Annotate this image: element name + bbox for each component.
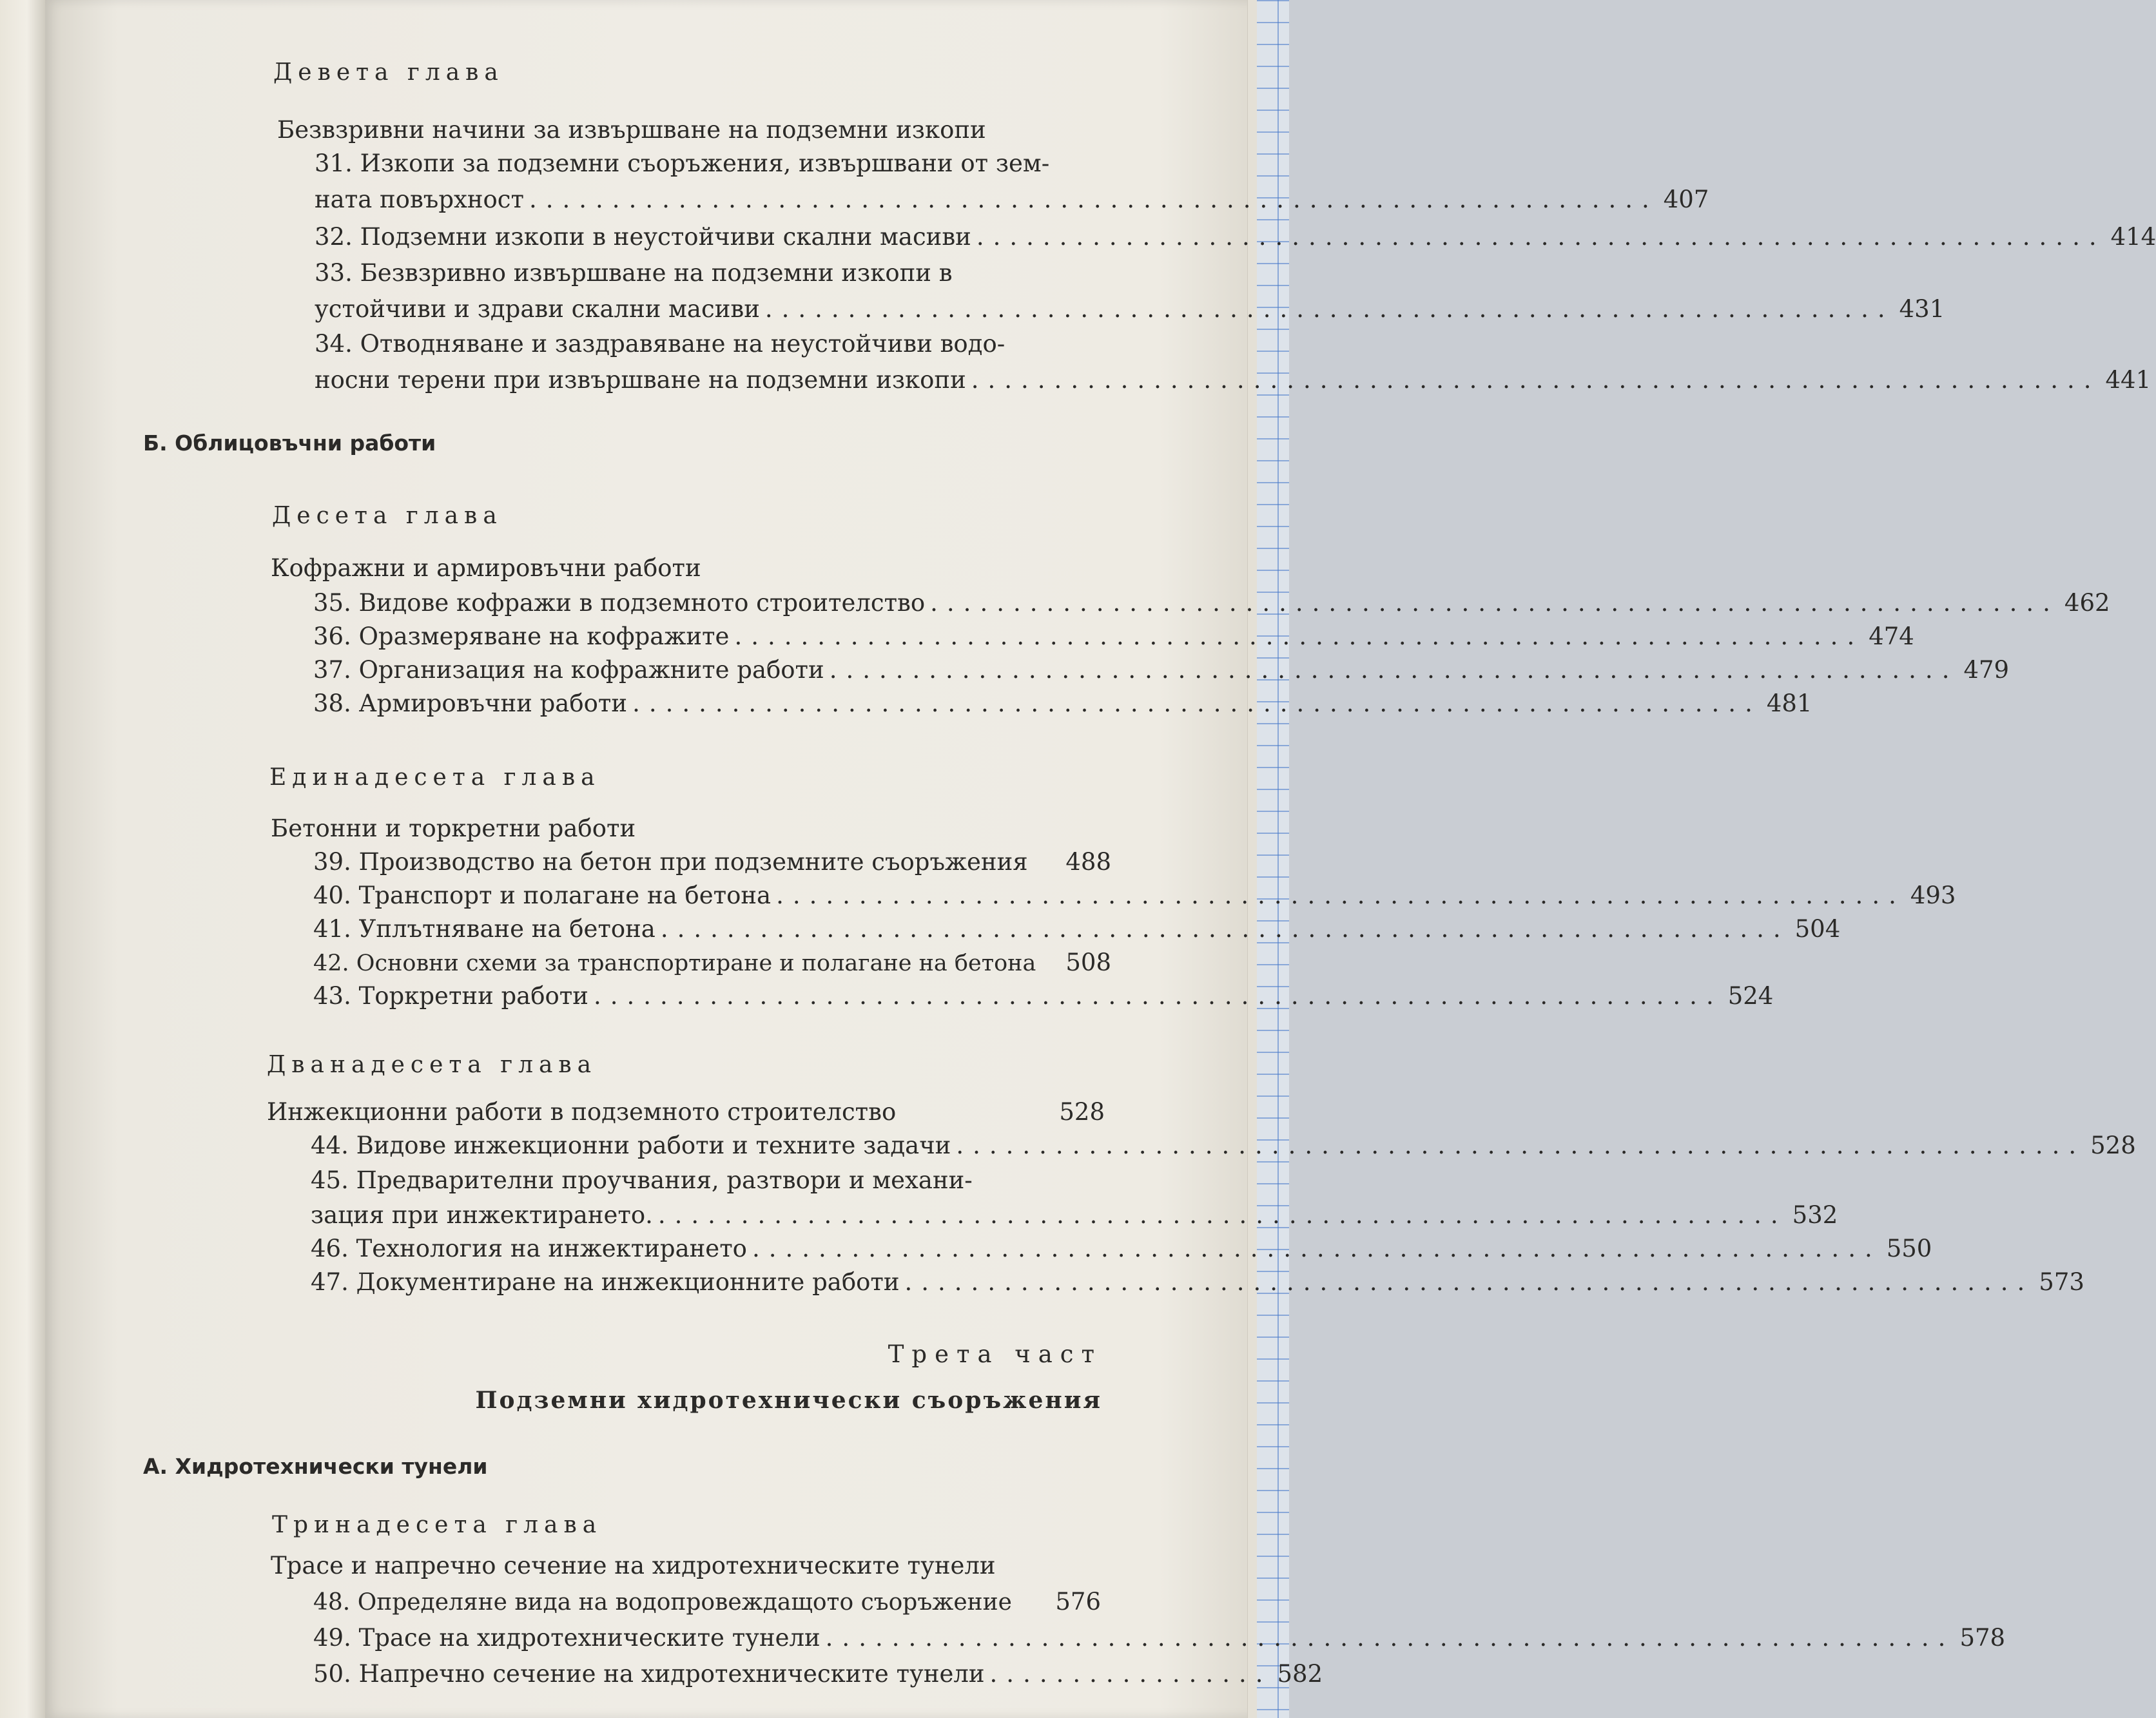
leader-dots: .................................................................... xyxy=(825,1624,1955,1652)
toc-entry-50-page: 582 xyxy=(1277,1660,1323,1688)
leader-dots: .................................................................... xyxy=(764,295,1894,323)
chapter-11-title: Бетонни и торкретни работи xyxy=(271,815,636,842)
toc-entry-46-text: 46. Технология на инжектирането xyxy=(311,1235,747,1262)
toc-entry-35-text: 35. Видове кофражи в подземното строителство xyxy=(313,589,926,617)
toc-entry-45-page: 532 xyxy=(1792,1201,1838,1229)
toc-entry-33-line1: 33. Безвзривно извършване на подземни изкопи в xyxy=(315,259,953,287)
toc-entry-42-page: 508 xyxy=(1065,949,1111,976)
chapter-9-heading: Девета глава xyxy=(273,59,504,86)
toc-entry-47-page: 573 xyxy=(2039,1268,2084,1296)
leader-dots: .................................................................... xyxy=(956,1132,2086,1159)
toc-entry-31-page: 407 xyxy=(1663,186,1709,213)
leader-dots: .................................................................... xyxy=(660,915,1790,943)
leader-dots: .................................................................... xyxy=(734,623,1864,650)
toc-entry-39 xyxy=(313,848,1111,876)
toc-entry-34-line1: 34. Отводняване и заздравяване на неустойчиви водо- xyxy=(315,330,1005,358)
toc-entry-45 xyxy=(311,1201,1838,1229)
toc-entry-37-text: 37. Организация на кофражните работи xyxy=(313,656,824,684)
chapter-10-heading: Десета глава xyxy=(272,503,503,529)
toc-entry-43-page: 524 xyxy=(1727,982,1774,1010)
toc-entry-32 xyxy=(315,223,2156,251)
toc-entry-50 xyxy=(313,1660,1323,1688)
leader-dots: .................................................................... xyxy=(976,223,2106,251)
toc-entry-46-page: 550 xyxy=(1886,1235,1932,1262)
toc-entry-47-text: 47. Документиране на инжекционните работи xyxy=(311,1268,900,1296)
toc-entry-45-line2: зация при инжектирането. xyxy=(311,1201,653,1229)
toc-entry-50-text: 50. Напречно сечение на хидротехническите тунели xyxy=(313,1660,985,1688)
toc-entry-33 xyxy=(315,295,1945,323)
toc-entry-41-page: 504 xyxy=(1794,915,1841,943)
toc-entry-37-page: 479 xyxy=(1963,656,2010,684)
toc-entry-42-text: 42. Основни схеми за транспортиране и полагане на бетона xyxy=(313,951,1036,976)
leader-dots: .................................................................... xyxy=(529,186,1658,213)
toc-entry-33-page: 431 xyxy=(1899,295,1945,323)
leader-dots: .................................................................... xyxy=(829,656,1959,684)
leader-dots: .................................................................... xyxy=(593,982,1723,1010)
toc-entry-31-line2: ната повърхност xyxy=(315,186,524,213)
toc-entry-41-text: 41. Уплътняване на бетона xyxy=(313,915,656,943)
toc-entry-36 xyxy=(313,623,1914,650)
chapter-12-title-page: 528 xyxy=(1059,1098,1105,1126)
toc-entry-48-text: 48. Определяне вида на водопровеждащото съоръжение xyxy=(313,1589,1012,1616)
toc-entry-37 xyxy=(313,656,2010,684)
part-a-title: А. Хидротехнически тунели xyxy=(143,1454,488,1479)
part-b-title: Б. Облицовъчни работи xyxy=(143,430,436,456)
toc-entry-32-text: 32. Подземни изкопи в неустойчиви скални масиви xyxy=(315,223,971,251)
toc-entry-38-text: 38. Армировъчни работи xyxy=(313,690,628,717)
leader-dots: .................................................................... xyxy=(904,1268,2034,1296)
toc-entry-42 xyxy=(313,949,1111,976)
chapter-12-title-row xyxy=(267,1098,1105,1126)
toc-entry-43 xyxy=(313,982,1774,1010)
toc-entry-39-text: 39. Производство на бетон при подземните съоръжения xyxy=(313,848,1028,876)
leader-dots: .................................................................... xyxy=(657,1201,1787,1229)
chapter-13-heading: Тринадесета глава xyxy=(272,1512,603,1538)
toc-entry-41 xyxy=(313,915,1841,943)
toc-entry-44-text: 44. Видове инжекционни работи и техните задачи xyxy=(311,1132,951,1159)
toc-entry-32-page: 414 xyxy=(2110,223,2156,251)
toc-entry-34-page: 441 xyxy=(2105,366,2151,394)
toc-entry-38-page: 481 xyxy=(1766,690,1812,717)
toc-entry-36-page: 474 xyxy=(1869,623,1914,650)
toc-entry-43-text: 43. Торкретни работи xyxy=(313,982,588,1010)
toc-entry-48-page: 576 xyxy=(1055,1588,1101,1616)
toc-entry-40-text: 40. Транспорт и полагане на бетона xyxy=(313,882,772,909)
toc-entry-34 xyxy=(315,366,2151,394)
toc-entry-35-page: 462 xyxy=(2064,589,2110,617)
chapter-10-title: Кофражни и армировъчни работи xyxy=(271,554,701,582)
chapter-13-title: Трасе и напречно сечение на хидротехническите тунели xyxy=(271,1552,996,1579)
chapter-9-title: Безвзривни начини за извършване на подземни изкопи xyxy=(277,116,986,144)
chapter-12-title: Инжекционни работи в подземното строителство xyxy=(267,1098,897,1126)
toc-entry-47 xyxy=(311,1268,2084,1296)
toc-entry-33-line2: устойчиви и здрави скални масиви xyxy=(315,295,760,323)
toc-entry-44-page: 528 xyxy=(2090,1132,2136,1159)
leader-dots: .................................................................... xyxy=(752,1235,1881,1262)
chapter-12-heading: Дванадесета глава xyxy=(267,1052,597,1078)
leader-dots: .................................................................... xyxy=(930,589,2059,617)
leader-dots: .................................................................... xyxy=(776,882,1905,909)
toc-entry-31-line1: 31. Изкопи за подземни съоръжения, извършвани от зем- xyxy=(315,150,1050,177)
toc-entry-49 xyxy=(313,1624,2006,1652)
toc-entry-38 xyxy=(313,690,1812,717)
toc-entry-46 xyxy=(311,1235,1932,1262)
chapter-11-heading: Единадесета глава xyxy=(269,764,601,791)
toc-entry-40 xyxy=(313,882,1956,909)
part-3-heading: Трета част xyxy=(888,1340,1102,1368)
part-3-title: Подземни хидротехнически съоръжения xyxy=(475,1387,1102,1414)
leader-dots: ................. xyxy=(989,1660,1272,1688)
toc-entry-34-line2: носни терени при извършване на подземни изкопи xyxy=(315,366,966,394)
toc-entry-36-text: 36. Оразмеряване на кофражите xyxy=(313,623,730,650)
toc-entry-49-page: 578 xyxy=(1959,1624,2006,1652)
toc-entry-49-text: 49. Трасе на хидротехническите тунели xyxy=(313,1624,821,1652)
toc-entry-39-page: 488 xyxy=(1065,848,1111,876)
toc-entry-45-line1: 45. Предварителни проучвания, разтвори и механи- xyxy=(311,1166,973,1194)
toc-entry-48 xyxy=(313,1588,1101,1616)
toc-entry-44 xyxy=(311,1132,2136,1159)
toc-entry-40-page: 493 xyxy=(1910,882,1956,909)
leader-dots: .................................................................... xyxy=(971,366,2101,394)
toc-entry-31 xyxy=(315,186,1709,213)
toc-entry-35 xyxy=(313,589,2110,617)
leader-dots: .................................................................... xyxy=(632,690,1762,717)
